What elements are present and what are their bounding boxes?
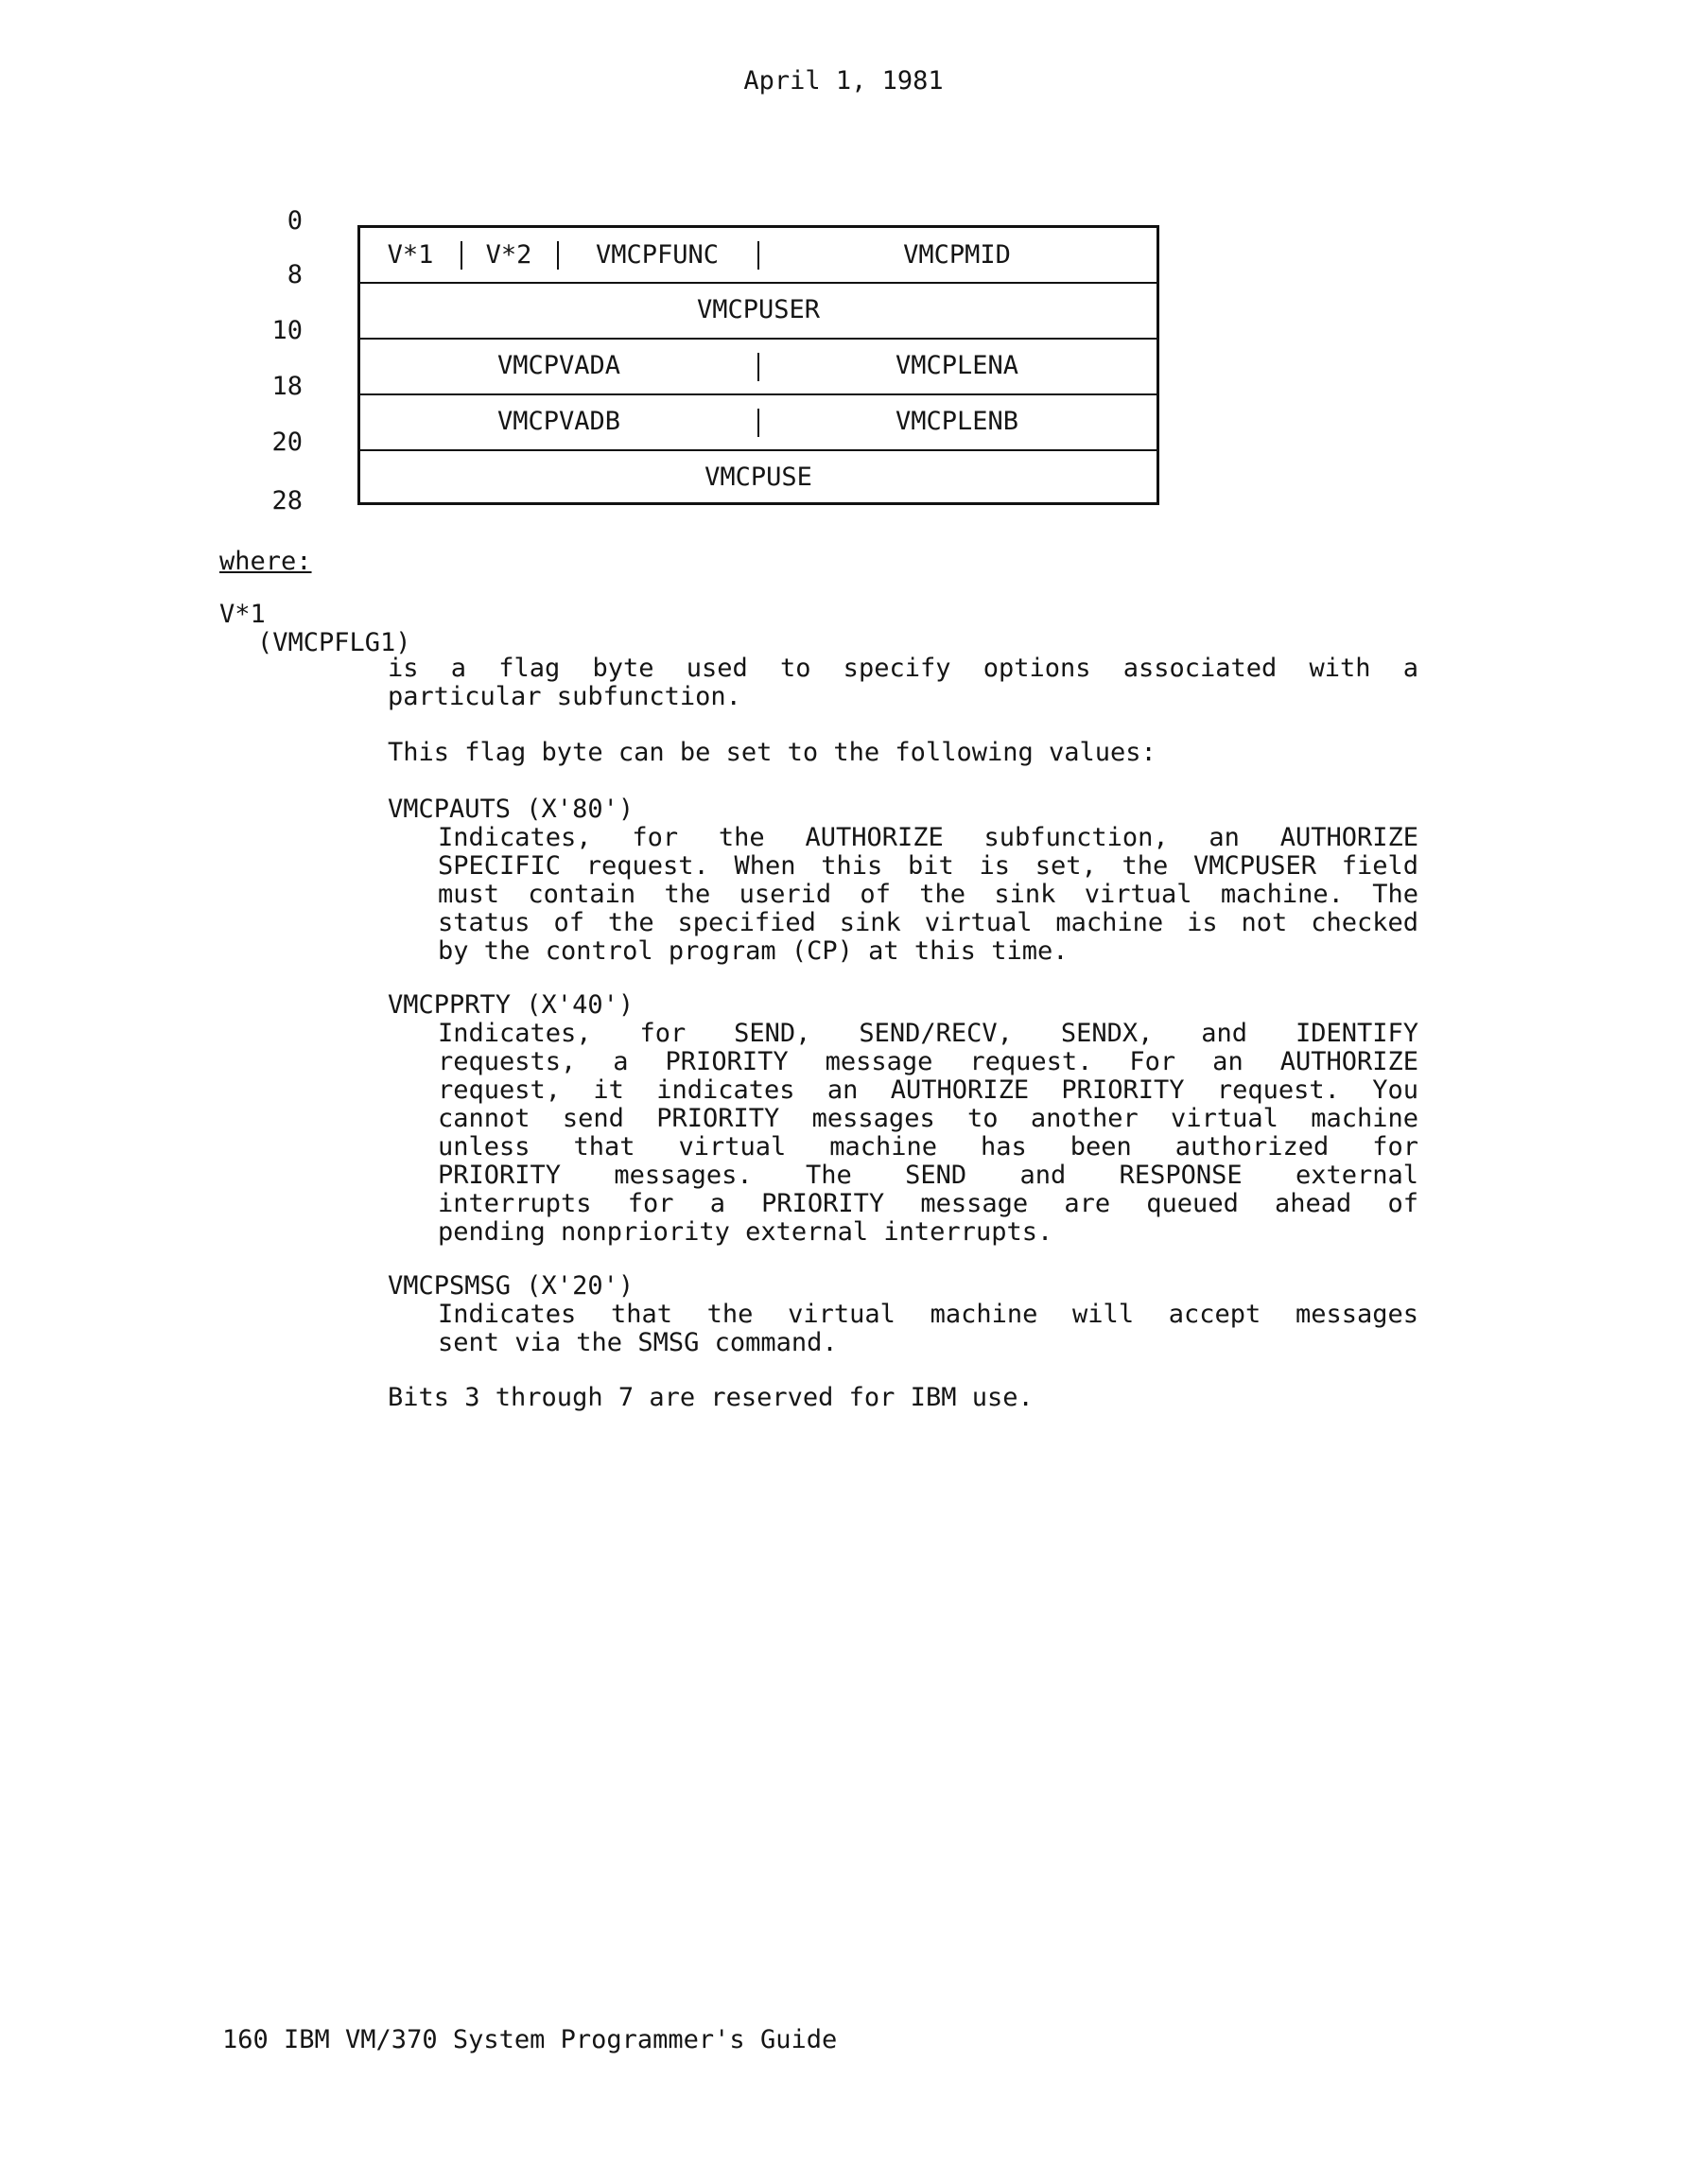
text-line: Indicates, for SEND, SEND/RECV, SENDX, and IDENTIFY: [438, 1019, 1418, 1048]
offset-label: 18: [271, 372, 303, 401]
text-line: by the control program (CP) at this time.: [438, 936, 1069, 966]
text-line: PRIORITY messages. The SEND and RESPONSE external: [438, 1161, 1418, 1190]
offset-label: 28: [271, 486, 303, 515]
text-line: must contain the userid of the sink virtual machine. The: [438, 880, 1418, 909]
offset-label: 8: [287, 260, 303, 289]
entry-name: [388, 1272, 1418, 1301]
field-vmcpuser: VMCPUSER: [696, 295, 821, 324]
text-line: Indicates that the virtual machine will accept messages: [438, 1300, 1418, 1329]
offset-label: 20: [271, 428, 303, 457]
term-v1: V*1: [219, 600, 266, 629]
field-vmcplena: VMCPLENA: [895, 351, 1019, 380]
field-vmcpuse: VMCPUSE: [704, 463, 812, 492]
text-line: cannot send PRIORITY messages to another virtual machine: [438, 1104, 1418, 1133]
offset-label: 0: [287, 206, 303, 236]
intro-paragraph: [388, 655, 1418, 711]
text-line: pending nonpriority external interrupts.: [438, 1217, 1053, 1247]
term-field-name: (VMCPFLG1): [257, 628, 411, 657]
text-line: requests, a PRIORITY message request. For an AUTHORIZE: [438, 1047, 1418, 1076]
text-line: SPECIFIC request. When this bit is set, the VMCPUSER field: [438, 851, 1418, 881]
text-line: Bits 3 through 7 are reserved for IBM use.: [388, 1383, 1034, 1412]
entry-description: [438, 1301, 1418, 1357]
text-line: Indicates, for the AUTHORIZE subfunction, an AUTHORIZE: [438, 823, 1418, 852]
values-intro: [388, 739, 1418, 767]
field-vmcpfunc: VMCPFUNC: [595, 240, 720, 270]
entry-title: VMCPPRTY (X'40'): [388, 990, 635, 1020]
text-line: sent via the SMSG command.: [438, 1328, 838, 1357]
field-vmcpmid: VMCPMID: [903, 240, 1011, 270]
offset-label: 10: [271, 316, 303, 345]
text-line: particular subfunction.: [388, 682, 741, 711]
field-vmcpvadb: VMCPVADB: [496, 407, 621, 436]
entry-description: [438, 1020, 1418, 1247]
text-line: unless that virtual machine has been authorized for: [438, 1132, 1418, 1162]
vmcparm-block-diagram: [357, 225, 1159, 505]
reserved-note: [388, 1384, 1418, 1412]
text-line: interrupts for a PRIORITY message are queued ahead of: [438, 1189, 1418, 1218]
field-v2: V*2: [485, 240, 532, 270]
text-line: is a flag byte used to specify options associated with a: [388, 654, 1418, 683]
page-date-header: April 1, 1981: [743, 66, 944, 96]
text-line: status of the specified sink virtual machine is not checked: [438, 908, 1418, 937]
page-footer: 160 IBM VM/370 System Programmer's Guide: [222, 2025, 838, 2054]
field-v1: V*1: [387, 240, 434, 270]
entry-name: [388, 795, 1418, 824]
field-vmcplenb: VMCPLENB: [895, 407, 1019, 436]
entry-name: [388, 991, 1418, 1020]
text-line: request, it indicates an AUTHORIZE PRIORITY request. You: [438, 1075, 1418, 1105]
where-heading: where:: [219, 547, 312, 576]
entry-title: VMCPSMSG (X'20'): [388, 1271, 635, 1301]
text-line: This flag byte can be set to the following values:: [388, 738, 1157, 767]
entry-description: [438, 824, 1418, 966]
entry-title: VMCPAUTS (X'80'): [388, 795, 635, 824]
field-vmcpvada: VMCPVADA: [496, 351, 621, 380]
